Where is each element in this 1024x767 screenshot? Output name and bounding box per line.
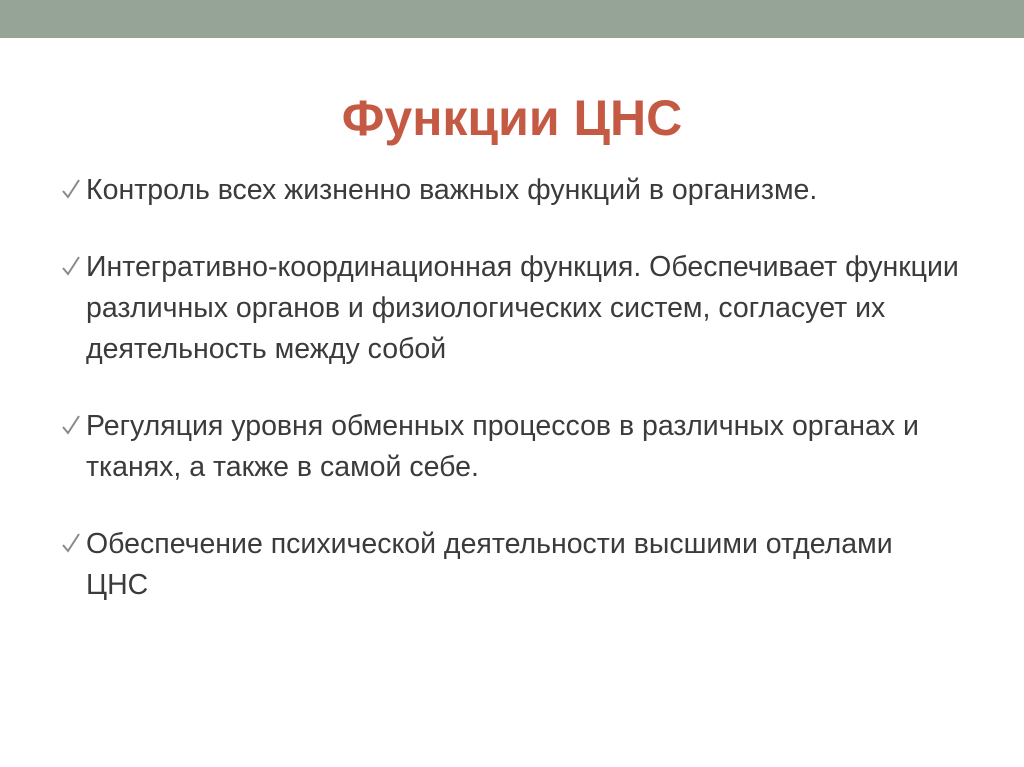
- slide: [0, 38, 1024, 767]
- check-icon: [60, 174, 82, 202]
- bullet-item: [60, 247, 960, 370]
- bullet-item: [60, 524, 960, 606]
- bullet-text: Контроль всех жизненно важных функций в организме.: [86, 174, 818, 206]
- header-band: [0, 0, 1024, 38]
- bullet-text: Обеспечение психической деятельности высшими отделами ЦНС: [86, 528, 893, 601]
- bullet-item: [60, 406, 960, 488]
- check-icon: [60, 528, 82, 556]
- check-icon: [60, 410, 82, 438]
- bullet-text: Регуляция уровня обменных процессов в различных органах и тканях, а также в самой себе.: [86, 410, 919, 483]
- check-icon: [60, 251, 82, 279]
- bullet-list: [60, 170, 960, 606]
- bullet-text: Интегративно-координационная функция. Обеспечивает функции различных органов и физиологических систем, согласует их деятельность между собой: [86, 251, 959, 365]
- bullet-item: [60, 170, 960, 211]
- slide-title: Функции ЦНС: [341, 90, 683, 146]
